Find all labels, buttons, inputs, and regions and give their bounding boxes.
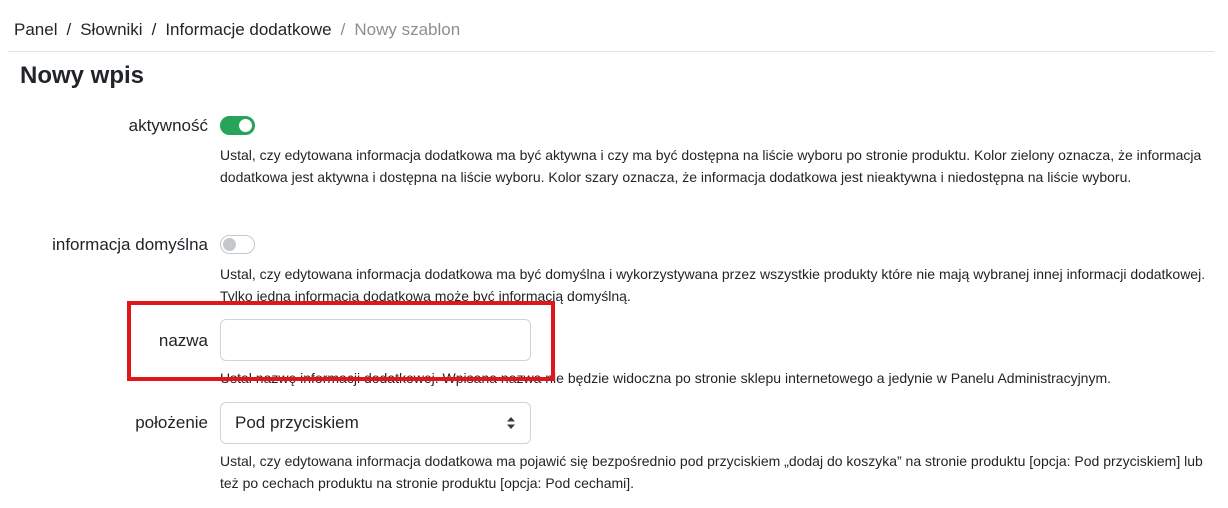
position-select[interactable] <box>220 402 531 444</box>
header-divider <box>8 51 1214 52</box>
name-help-text: Ustal nazwę informacji dodatkowej. Wpisana nazwa nie będzie widoczna po stronie sklepu internetowego a jedynie w Panelu Administracyjnym. <box>220 370 1112 386</box>
active-toggle[interactable] <box>220 116 255 135</box>
breadcrumb-separator: / <box>340 20 346 39</box>
page-title: Nowy wpis <box>20 62 145 89</box>
default-help-text: Ustal, czy edytowana informacja dodatkowa ma być domyślna i wykorzystywana przez wszystkie produkty które nie mają wybranej innej informacji dodatkowej. Tylko jedna informacja dodatkowa może być informacją domyślną. <box>220 266 1206 304</box>
active-label: aktywność <box>128 116 208 135</box>
default-toggle[interactable] <box>220 235 255 254</box>
active-help-text: Ustal, czy edytowana informacja dodatkowa ma być aktywna i czy ma być dostępna na liście wyboru po stronie produktu. Kolor zielony oznacza, że informacja dodatkowa jest aktywna i dostępna na liście wyboru. Kolor szary oznacza, że informacja dodatkowa jest nieaktywna i niedostępna na liście wyboru. <box>220 147 1202 185</box>
sort-caret-icon <box>506 416 516 430</box>
toggle-knob <box>239 119 252 132</box>
breadcrumb-separator: / <box>151 20 157 39</box>
breadcrumb-separator: / <box>66 20 72 39</box>
position-help-text: Ustal, czy edytowana informacja dodatkowa ma pojawić się bezpośrednio pod przyciskiem „dodaj do koszyka” na stronie produktu [opcja: Pod przyciskiem] lub też po cechach produktu na stronie produktu [opcja: Pod cechami]. <box>220 453 1203 491</box>
breadcrumb <box>14 20 460 40</box>
name-label: nazwa <box>158 331 208 350</box>
toggle-knob <box>223 238 236 251</box>
breadcrumb-item-panel[interactable]: Panel <box>14 20 58 39</box>
position-label: położenie <box>135 413 208 432</box>
name-input[interactable] <box>220 319 531 361</box>
breadcrumb-current: Nowy szablon <box>354 20 461 39</box>
breadcrumb-item-slowniki[interactable]: Słowniki <box>80 20 143 39</box>
default-label: informacja domyślna <box>52 235 208 254</box>
position-select-value: Pod przyciskiem <box>235 413 359 432</box>
breadcrumb-item-informacje-dodatkowe[interactable]: Informacje dodatkowe <box>165 20 332 39</box>
